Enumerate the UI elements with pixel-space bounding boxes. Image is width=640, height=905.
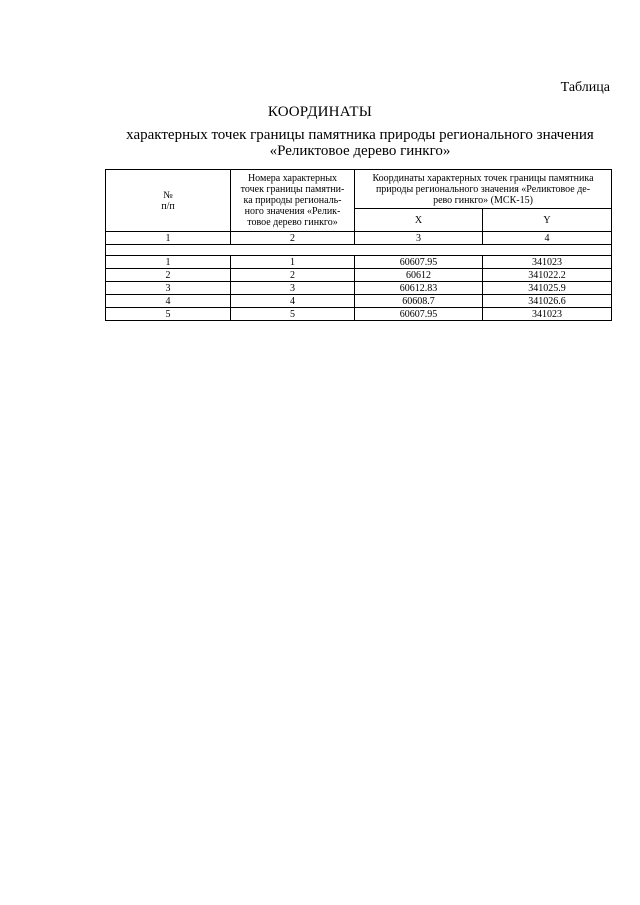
table-label: Таблица <box>560 80 610 95</box>
subtitle-line-1: характерных точек границы памятника природы регионального значения <box>126 127 594 143</box>
table-row <box>106 295 612 308</box>
header-coordinates: Координаты характерных точек границы памятника природы регионального значения «Реликтовое де- рево гинкго» (МСК-15) <box>355 170 612 209</box>
row-number-cell: 4 <box>106 295 231 308</box>
separator-row <box>106 245 612 256</box>
row-number-cell: 5 <box>106 308 231 321</box>
coordinates-table <box>105 169 612 321</box>
table-row <box>106 256 612 269</box>
point-number-cell: 1 <box>231 256 355 269</box>
x-coordinate-cell: 60607.95 <box>355 256 483 269</box>
column-number-cell: 3 <box>355 232 483 245</box>
x-coordinate-cell: 60608.7 <box>355 295 483 308</box>
table-header-row <box>106 170 612 209</box>
point-number-cell: 5 <box>231 308 355 321</box>
header-x: X <box>355 209 483 232</box>
page-subtitle <box>100 127 620 159</box>
column-number-cell: 4 <box>483 232 612 245</box>
separator-cell <box>106 245 612 256</box>
point-number-cell: 4 <box>231 295 355 308</box>
y-coordinate-cell: 341022.2 <box>483 269 612 282</box>
y-coordinate-cell: 341025.9 <box>483 282 612 295</box>
table-row <box>106 282 612 295</box>
x-coordinate-cell: 60612.83 <box>355 282 483 295</box>
point-number-cell: 3 <box>231 282 355 295</box>
column-number-row <box>106 232 612 245</box>
x-coordinate-cell: 60612 <box>355 269 483 282</box>
table-row <box>106 308 612 321</box>
y-coordinate-cell: 341023 <box>483 256 612 269</box>
x-coordinate-cell: 60607.95 <box>355 308 483 321</box>
table-row <box>106 269 612 282</box>
row-number-cell: 1 <box>106 256 231 269</box>
subtitle-line-2: «Реликтовое дерево гинкго» <box>269 143 451 159</box>
row-number-cell: 3 <box>106 282 231 295</box>
header-point-number: Номера характерных точек границы памятни- ка природы региональ- ного значения «Релик- товое дерево гинкго» <box>231 170 355 232</box>
page-title: КООРДИНАТЫ <box>267 104 373 120</box>
header-row-number: № п/п <box>106 170 231 232</box>
y-coordinate-cell: 341026.6 <box>483 295 612 308</box>
column-number-cell: 1 <box>106 232 231 245</box>
header-y: Y <box>483 209 612 232</box>
y-coordinate-cell: 341023 <box>483 308 612 321</box>
point-number-cell: 2 <box>231 269 355 282</box>
row-number-cell: 2 <box>106 269 231 282</box>
column-number-cell: 2 <box>231 232 355 245</box>
